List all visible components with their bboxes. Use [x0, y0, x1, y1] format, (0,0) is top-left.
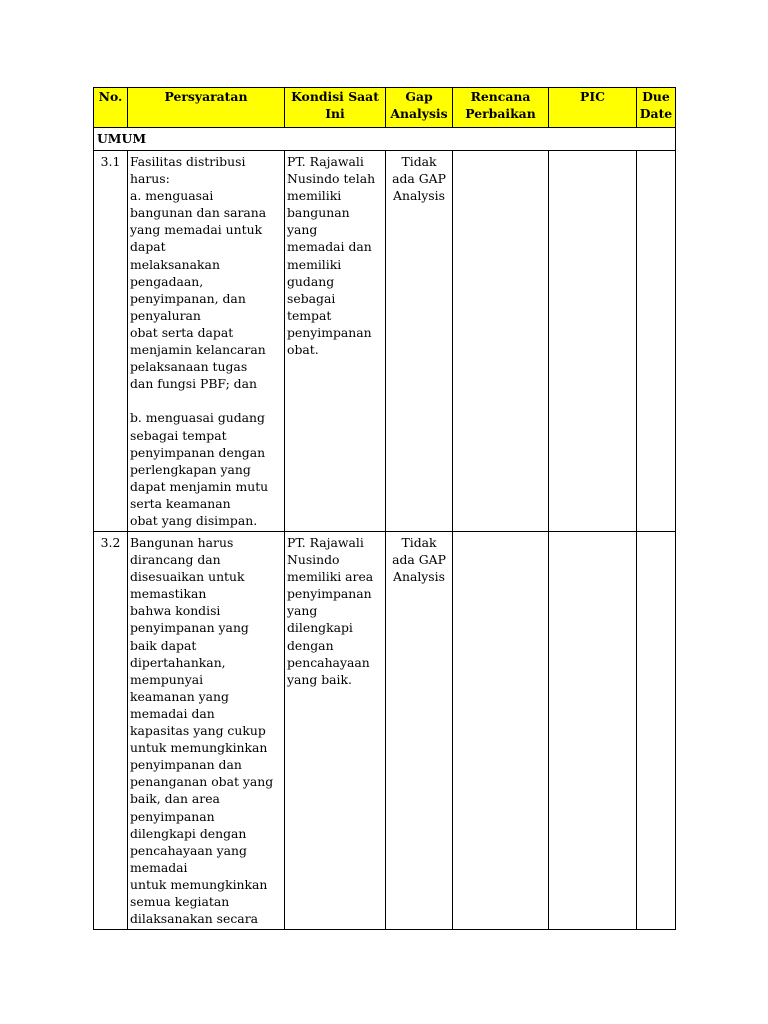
cell-line: menjamin kelancaran — [130, 342, 266, 358]
cell-line: ada GAP — [392, 552, 446, 568]
cell-line: penyaluran — [130, 307, 201, 323]
table-row — [94, 532, 676, 930]
cell-line: memiliki — [287, 188, 342, 204]
cell-line: penanganan obat yang — [130, 774, 274, 790]
cell-kondisi — [285, 151, 386, 532]
cell-line: yang memadai untuk — [130, 222, 263, 238]
cell-line — [130, 392, 282, 409]
cell-gap-analysis — [386, 151, 453, 532]
cell-line: Bangunan harus — [130, 535, 234, 550]
cell-line: bangunan dan sarana — [130, 205, 267, 221]
cell-line: ada GAP — [392, 171, 446, 187]
cell-line: Nusindo — [287, 552, 340, 568]
cell-line: yang — [287, 222, 318, 238]
cell-line: dapat — [130, 239, 166, 255]
cell-line: dilengkapi dengan — [130, 825, 247, 841]
cell-due — [637, 532, 676, 930]
cell-line: memiliki — [287, 256, 342, 272]
cell-line: sebagai — [287, 290, 336, 306]
cell-line: obat serta dapat — [130, 324, 234, 340]
header-pic: PIC — [549, 88, 637, 128]
cell-pic — [549, 151, 637, 532]
cell-line: untuk memungkinkan — [130, 740, 268, 756]
cell-line: bangunan — [287, 205, 350, 221]
cell-gap-analysis — [386, 532, 453, 930]
cell-line: memiliki area — [287, 569, 374, 585]
table-row — [94, 151, 676, 532]
cell-line: obat yang disimpan. — [130, 512, 258, 528]
cell-line: memastikan — [130, 586, 207, 602]
header-gap-analysis: Gap Analysis — [386, 88, 453, 128]
cell-line: Tidak — [401, 154, 437, 169]
cell-line: b. menguasai gudang — [130, 410, 265, 426]
cell-line: keamanan yang — [130, 688, 229, 704]
cell-line: pencahayaan — [287, 654, 370, 670]
cell-line: bahwa kondisi — [130, 603, 221, 619]
cell-line: harus: — [130, 171, 170, 187]
cell-rencana — [453, 151, 549, 532]
cell-line: pelaksanaan tugas — [130, 359, 248, 375]
header-kondisi: Kondisi Saat Ini — [285, 88, 386, 128]
cell-line: penyimpanan dengan — [130, 444, 266, 460]
cell-kondisi — [285, 532, 386, 930]
cell-line: memadai — [130, 859, 188, 875]
cell-no: 3.1 — [94, 151, 128, 532]
cell-line: penyimpanan, dan — [130, 290, 246, 306]
cell-line: a. menguasai — [130, 188, 214, 204]
cell-line: mempunyai — [130, 671, 204, 687]
cell-line: yang — [287, 603, 318, 619]
cell-line: Analysis — [393, 569, 445, 585]
cell-line: memadai dan — [130, 705, 215, 721]
cell-line: dipertahankan, — [130, 654, 226, 670]
cell-persyaratan — [128, 151, 285, 532]
cell-line: perlengkapan yang — [130, 461, 251, 477]
cell-line: penyimpanan dan — [130, 757, 242, 773]
cell-due — [637, 151, 676, 532]
gap-analysis-table — [93, 87, 676, 930]
cell-line: sebagai tempat — [130, 427, 227, 443]
cell-line: disesuaikan untuk — [130, 569, 245, 585]
cell-line: PT. Rajawali — [287, 154, 364, 169]
cell-rencana — [453, 532, 549, 930]
section-title: UMUM — [94, 128, 676, 151]
cell-line: memadai dan — [287, 239, 372, 255]
header-no: No. — [94, 88, 128, 128]
cell-line: gudang — [287, 273, 335, 289]
cell-line: penyimpanan — [287, 324, 372, 340]
cell-line: tempat — [287, 307, 332, 323]
cell-line: kapasitas yang cukup — [130, 723, 266, 739]
cell-line: obat. — [287, 342, 319, 358]
cell-line: Fasilitas distribusi — [130, 154, 246, 169]
cell-line: yang baik. — [287, 671, 352, 687]
header-rencana-perbaikan: Rencana Perbaikan — [453, 88, 549, 128]
cell-line: penyimpanan yang — [130, 620, 249, 636]
cell-line: melaksanakan — [130, 256, 220, 272]
table-header-row — [94, 88, 676, 128]
cell-line: baik, dan area — [130, 791, 220, 807]
section-row — [94, 128, 676, 151]
cell-line: dilaksanakan secara — [130, 911, 259, 927]
header-due-date: Due Date — [637, 88, 676, 128]
cell-line: semua kegiatan — [130, 893, 230, 909]
cell-line: dapat menjamin mutu — [130, 478, 269, 494]
cell-persyaratan — [128, 532, 285, 930]
cell-line: dirancang dan — [130, 552, 221, 568]
header-persyaratan: Persyaratan — [128, 88, 285, 128]
cell-line: penyimpanan — [130, 808, 215, 824]
cell-line: Analysis — [393, 188, 445, 204]
cell-line: PT. Rajawali — [287, 535, 364, 550]
cell-line: dan fungsi PBF; dan — [130, 376, 257, 392]
cell-line: Nusindo telah — [287, 171, 376, 187]
cell-line: Tidak — [401, 535, 437, 550]
cell-no: 3.2 — [94, 532, 128, 930]
cell-pic — [549, 532, 637, 930]
cell-line: pencahayaan yang — [130, 842, 247, 858]
cell-line: untuk memungkinkan — [130, 876, 268, 892]
cell-line: dengan — [287, 637, 334, 653]
cell-line: dilengkapi — [287, 620, 353, 636]
cell-line: baik dapat — [130, 637, 197, 653]
cell-line: serta keamanan — [130, 495, 231, 511]
cell-line: pengadaan, — [130, 273, 204, 289]
cell-line: penyimpanan — [287, 586, 372, 602]
